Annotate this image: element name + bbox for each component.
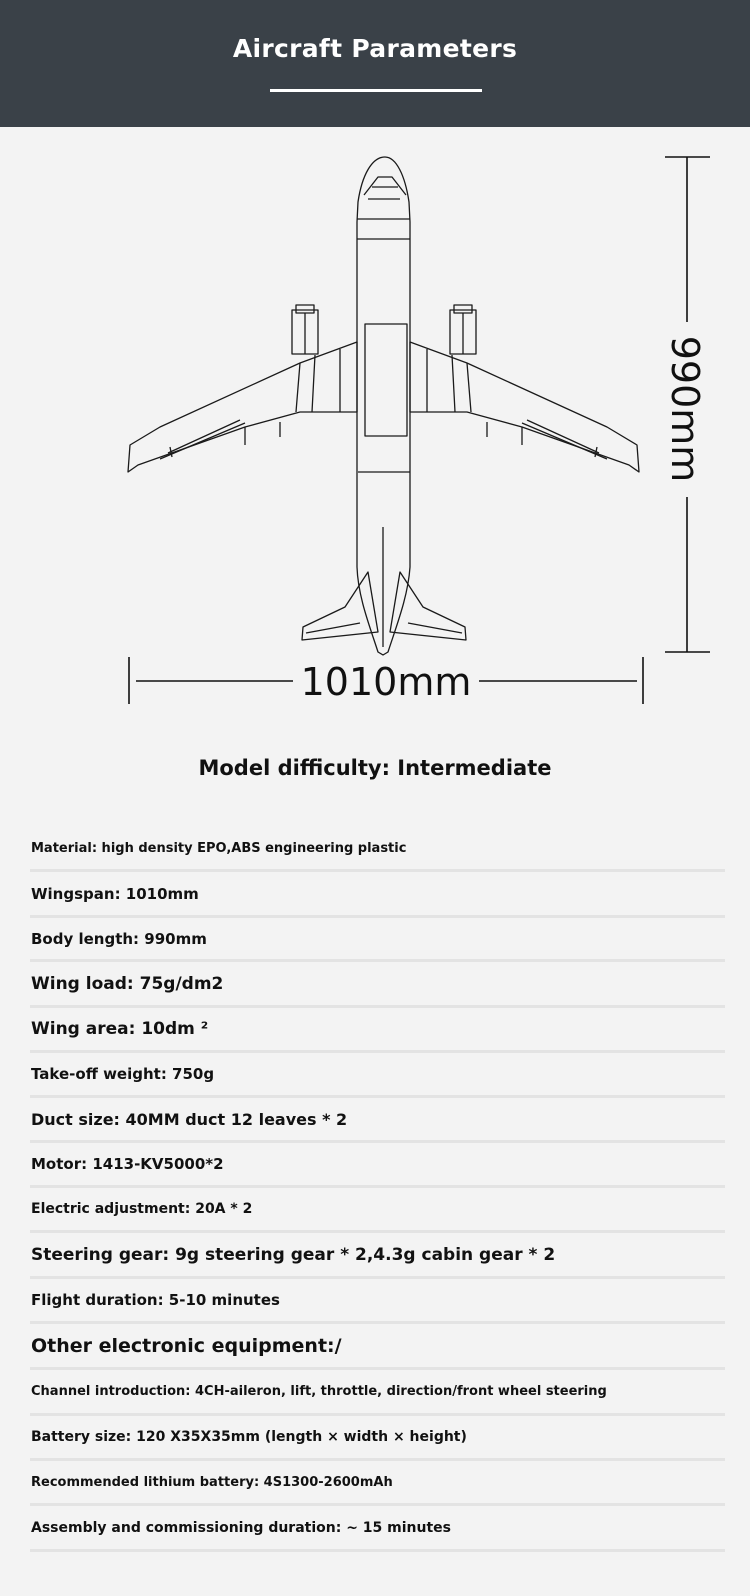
spec-electric-adjustment: Electric adjustment: 20A * 2 xyxy=(30,1188,725,1233)
spec-takeoff-weight: Take-off weight: 750g xyxy=(30,1053,725,1098)
wingspan-dimension-label: 1010mm xyxy=(300,660,472,704)
model-difficulty: Model difficulty: Intermediate xyxy=(198,756,552,780)
spec-list xyxy=(30,828,725,1552)
right-stabilizer xyxy=(390,572,466,640)
right-wing xyxy=(410,342,639,472)
left-stabilizer xyxy=(302,572,378,640)
spec-wing-area: Wing area: 10dm ² xyxy=(30,1008,725,1053)
spec-wingspan: Wingspan: 1010mm xyxy=(30,872,725,918)
spec-body-length: Body length: 990mm xyxy=(30,918,725,962)
spec-flight-duration: Flight duration: 5-10 minutes xyxy=(30,1279,725,1324)
spec-motor: Motor: 1413-KV5000*2 xyxy=(30,1143,725,1188)
spec-channel-introduction: Channel introduction: 4CH-aileron, lift, throttle, direction/front wheel steering xyxy=(30,1370,725,1416)
spec-other-equipment: Other electronic equipment:/ xyxy=(30,1324,725,1370)
header-banner xyxy=(0,0,750,127)
spec-duct-size: Duct size: 40MM duct 12 leaves * 2 xyxy=(30,1098,725,1143)
spec-wing-load: Wing load: 75g/dm2 xyxy=(30,962,725,1008)
spec-battery-size: Battery size: 120 X35X35mm (length × width × height) xyxy=(30,1416,725,1461)
spec-material: Material: high density EPO,ABS engineering plastic xyxy=(30,828,725,872)
page-title: Aircraft Parameters xyxy=(232,34,518,63)
left-wing xyxy=(128,342,357,472)
aircraft-top-view-diagram xyxy=(0,127,750,737)
length-dimension-label: 990mm xyxy=(663,335,707,483)
title-underline xyxy=(270,89,482,92)
spec-assembly-duration: Assembly and commissioning duration: ~ 15 minutes xyxy=(30,1506,725,1552)
center-hatch xyxy=(365,324,407,436)
spec-recommended-battery: Recommended lithium battery: 4S1300-2600mAh xyxy=(30,1461,725,1506)
spec-steering-gear: Steering gear: 9g steering gear * 2,4.3g cabin gear * 2 xyxy=(30,1233,725,1279)
